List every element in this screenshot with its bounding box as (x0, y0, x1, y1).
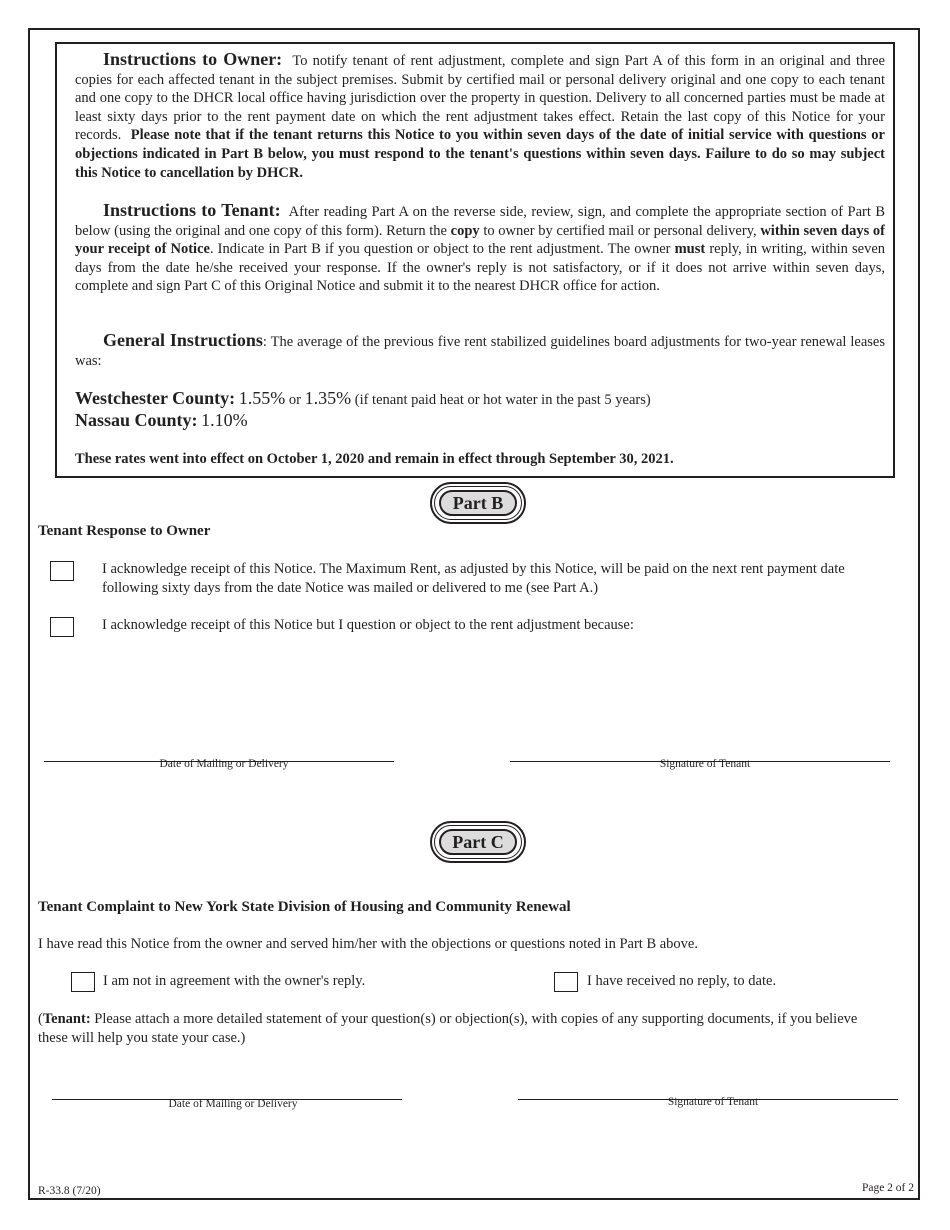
part-b-signature-label: Signature of Tenant (659, 758, 751, 770)
nassau-rate-line: Nassau County: 1.10% (75, 410, 248, 430)
tenant-instructions: Instructions to Tenant: After reading Part A on the reverse side, review, sign, and complete the appropriate section of Part B below (using the original and one copy of this form). Return the copy to owner by certified mail or personal delivery, within seven days of your receipt of Notice. Indicate in Part B if you question or object to the rent adjustment. The owner must reply, in writing, within seven days from the date he/she received your response. If the owner's reply is not satisfactory, or if it does not arrive within seven days, complete and sign Part C of this Original Notice and submit it to the nearest DHCR office for action. (75, 200, 886, 295)
general-instructions: General Instructions: The average of the previous five rent stabilized guidelines board adjustments for two-year renewal leases was: (75, 330, 885, 369)
no-reply-text: I have received no reply, to date. (587, 973, 777, 989)
page-number: Page 2 of 2 (861, 1182, 914, 1194)
general-instructions-heading: General Instructions (103, 330, 263, 350)
acknowledge-receipt-text: I acknowledge receipt of this Notice. The Maximum Rent, as adjusted by this Notice, will be paid on the next rent payment date following sixty days from the date Notice was mailed or delivered to me (see Part A.) (102, 561, 845, 596)
owner-instructions-heading: Instructions to Owner: (103, 49, 283, 69)
rates-effective-note: These rates went into effect on October 1, 2020 and remain in effect through September 30, 2021. (75, 451, 674, 467)
part-c-badge: Part C (430, 821, 526, 863)
part-c-heading: Tenant Complaint to New York State Division of Housing and Community Renewal (38, 899, 571, 915)
tenant-attachment-note: (Tenant: Please attach a more detailed statement of your question(s) or objection(s), with copies of any supporting documents, if you believe these will help you state your case.) (38, 1011, 858, 1046)
part-b-date-label: Date of Mailing or Delivery (159, 758, 289, 770)
not-in-agreement-checkbox[interactable] (71, 972, 95, 992)
part-c-statement: I have read this Notice from the owner and served him/her with the objections or questions noted in Part B above. (38, 936, 698, 952)
owner-instructions-text: To notify tenant of rent adjustment, complete and sign Part A of this form in an original and three copies for each affected tenant in the subject premises. Submit by certified mail or personal delivery original and one copy to each tenant and one copy to the DHCR local office having jurisdiction over the property in question. Delivery to all concerned parties must be made at least sixty days prior to the rent payment date on which the rent adjustment takes effect. Retain the last copy of this Notice for your records. (75, 53, 885, 144)
part-b-heading: Tenant Response to Owner (38, 523, 211, 539)
form-code: R-33.8 (7/20) (38, 1185, 101, 1197)
question-object-text: I acknowledge receipt of this Notice but I question or object to the rent adjustment because: (102, 617, 634, 633)
tenant-instructions-heading: Instructions to Tenant: (103, 200, 281, 220)
part-b-badge: Part B (430, 482, 526, 524)
no-reply-checkbox[interactable] (554, 972, 578, 992)
part-c-date-label: Date of Mailing or Delivery (168, 1098, 298, 1110)
owner-instructions (75, 50, 885, 182)
acknowledge-receipt-checkbox[interactable] (50, 561, 74, 581)
owner-instructions-warning: Please note that if the tenant returns this Notice to you within seven days of the date of initial service with questions or objections indicated in Part B below, you must respond to the tenant's questions within seven days. Failure to do so may subject this Notice to cancellation by DHCR. (75, 127, 885, 181)
not-in-agreement-text: I am not in agreement with the owner's reply. (103, 973, 366, 989)
part-c-signature-label: Signature of Tenant (667, 1096, 759, 1108)
westchester-rate-line: Westchester County: 1.55% or 1.35% (if tenant paid heat or hot water in the past 5 years) (75, 388, 651, 408)
question-object-checkbox[interactable] (50, 617, 74, 637)
